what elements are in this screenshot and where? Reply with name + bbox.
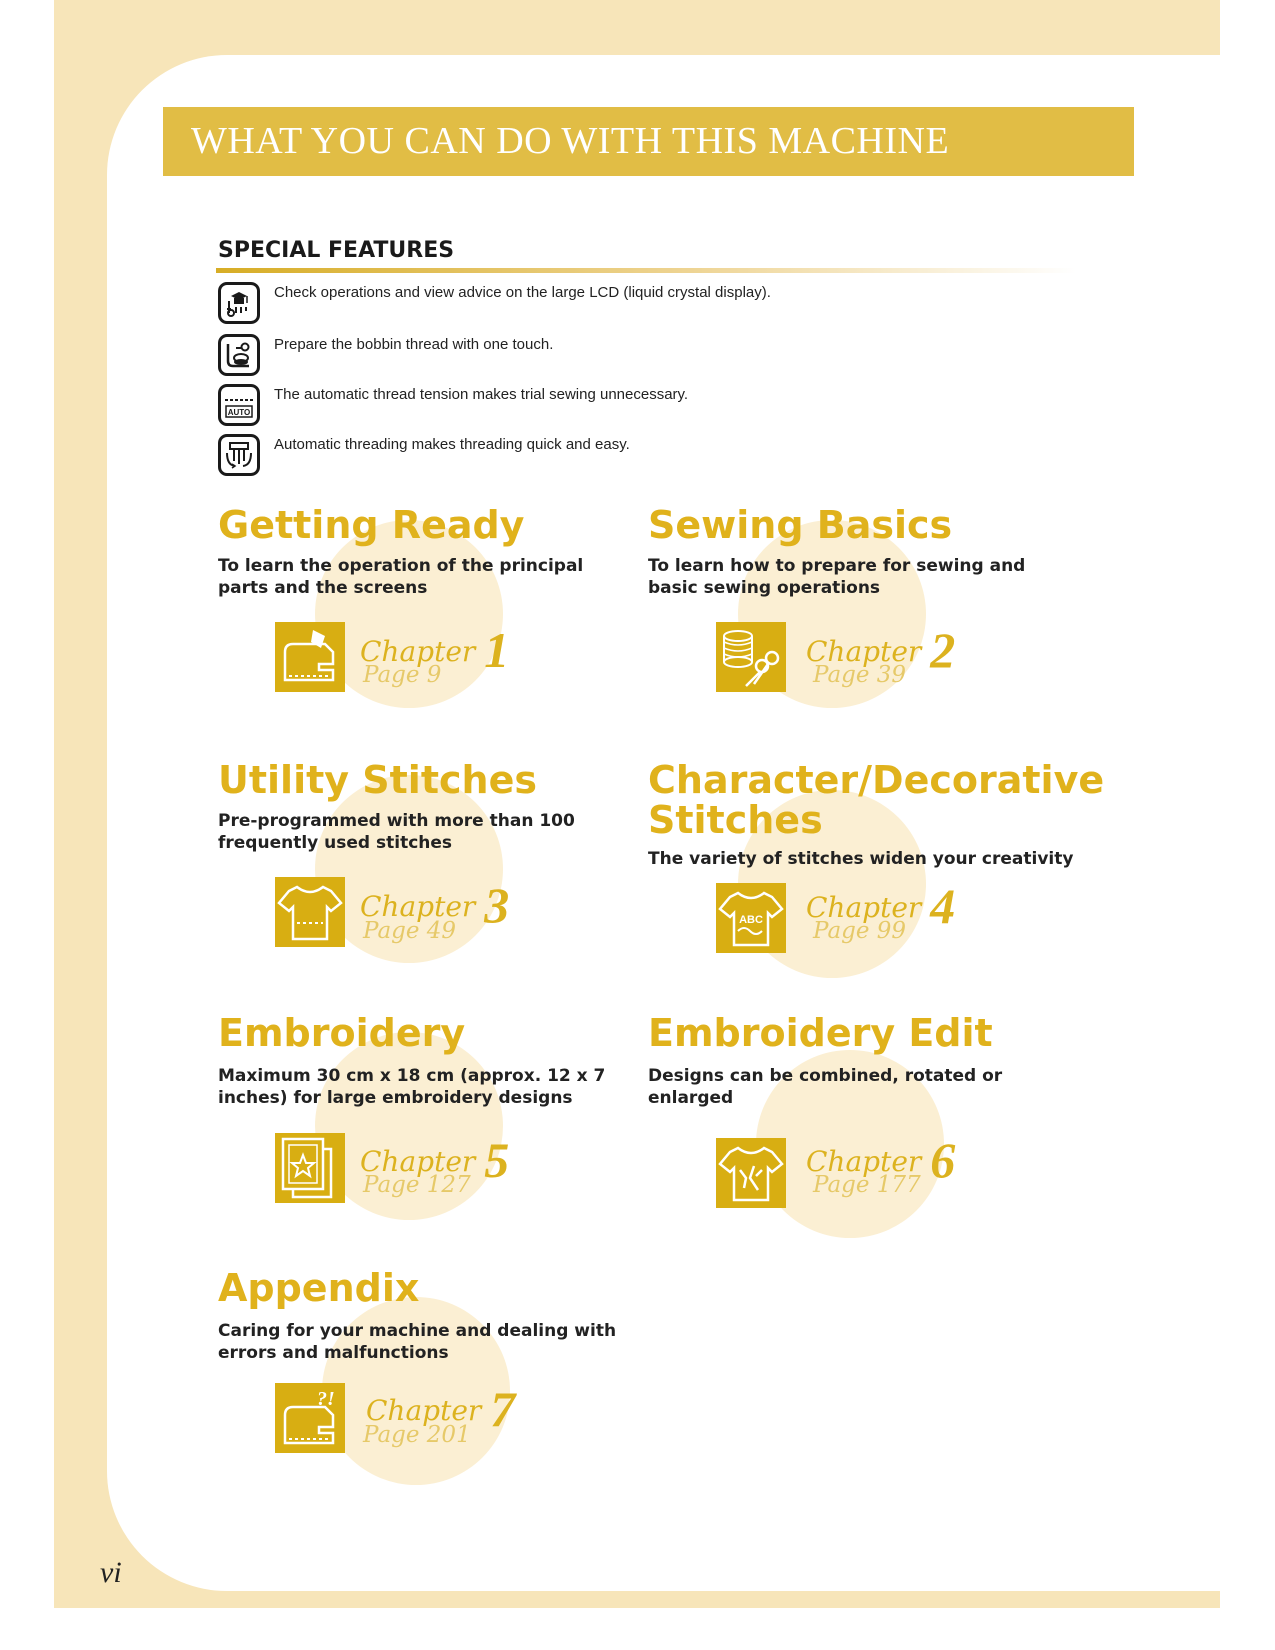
feature-item (218, 282, 1118, 328)
sewing-machine-icon (275, 622, 345, 692)
chapter-number: 5 (484, 1132, 510, 1188)
tshirt-letters-icon (716, 883, 786, 953)
chapter-number: 2 (930, 622, 956, 678)
embroidery-frame-icon (275, 1133, 345, 1203)
auto-tension-icon (218, 384, 260, 426)
section-title: Utility Stitches (218, 758, 537, 802)
chapter-number: 7 (490, 1381, 516, 1437)
auto-label: AUTO (227, 408, 251, 417)
section-title: Getting Ready (218, 503, 525, 547)
auto-threading-icon (218, 434, 260, 476)
chapter-number: 1 (484, 622, 510, 678)
tshirt-design-icon (716, 1138, 786, 1208)
section-description: Designs can be combined, rotated or enlarged (648, 1066, 1003, 1108)
section-description: Maximum 30 cm x 18 cm (approx. 12 x 7 inches) for large embroidery designs (218, 1066, 606, 1108)
heading-rule (216, 268, 1076, 273)
section-description: The variety of stitches widen your creativity (648, 849, 1074, 869)
machine-help-icon (275, 1383, 345, 1453)
page-reference: Page 177 (813, 1172, 921, 1198)
section-description: To learn the operation of the principal parts and the screens (218, 556, 584, 598)
title-banner (163, 107, 1134, 176)
chapter-label: Chapter 7 (366, 1381, 516, 1437)
page-reference: Page 201 (363, 1422, 471, 1448)
chapter-label: Chapter 6 (806, 1132, 956, 1188)
page-reference: Page 49 (363, 918, 457, 944)
section-title: Character/Decorative Stitches (648, 758, 1105, 842)
tshirt-icon (275, 877, 345, 947)
section-title: Embroidery (218, 1011, 466, 1055)
lcd-advice-icon (218, 282, 260, 324)
feature-item (218, 434, 1118, 480)
feature-item (218, 384, 1118, 430)
chapter-label: Chapter 2 (806, 622, 956, 678)
page-reference: Page 127 (363, 1172, 471, 1198)
page-title: WHAT YOU CAN DO WITH THIS MACHINE (191, 120, 950, 162)
chapter-number: 3 (484, 877, 510, 933)
section-description: Pre-programmed with more than 100 frequently used stitches (218, 811, 575, 853)
section-description: Caring for your machine and dealing with errors and malfunctions (218, 1321, 617, 1363)
chapter-number: 6 (930, 1132, 956, 1188)
chapter-label: Chapter 1 (360, 622, 510, 678)
feature-text: The automatic thread tension makes trial sewing unnecessary. (274, 386, 689, 403)
feature-item (218, 334, 1118, 380)
chapter-number: 4 (930, 878, 956, 934)
page-reference: Page 9 (363, 662, 442, 688)
section-title: Appendix (218, 1266, 420, 1310)
page-number: vi (100, 1556, 122, 1589)
section-description: To learn how to prepare for sewing and basic sewing operations (648, 556, 1026, 598)
section-title: Embroidery Edit (648, 1011, 993, 1055)
chapter-label: Chapter 4 (806, 878, 956, 934)
bobbin-winding-icon (218, 334, 260, 376)
chapter-label: Chapter 3 (360, 877, 510, 933)
svg-text:?!: ?! (317, 1388, 335, 1410)
page-reference: Page 39 (813, 662, 907, 688)
feature-text: Prepare the bobbin thread with one touch. (274, 336, 554, 353)
section-title: Sewing Basics (648, 503, 953, 547)
thread-scissors-icon (716, 622, 786, 692)
svg-text:ABC: ABC (739, 914, 763, 926)
special-features-heading: SPECIAL FEATURES (218, 238, 455, 263)
feature-text: Check operations and view advice on the large LCD (liquid crystal display). (274, 284, 771, 301)
feature-text: Automatic threading makes threading quick and easy. (274, 436, 630, 453)
page-reference: Page 99 (813, 918, 907, 944)
chapter-label: Chapter 5 (360, 1132, 510, 1188)
